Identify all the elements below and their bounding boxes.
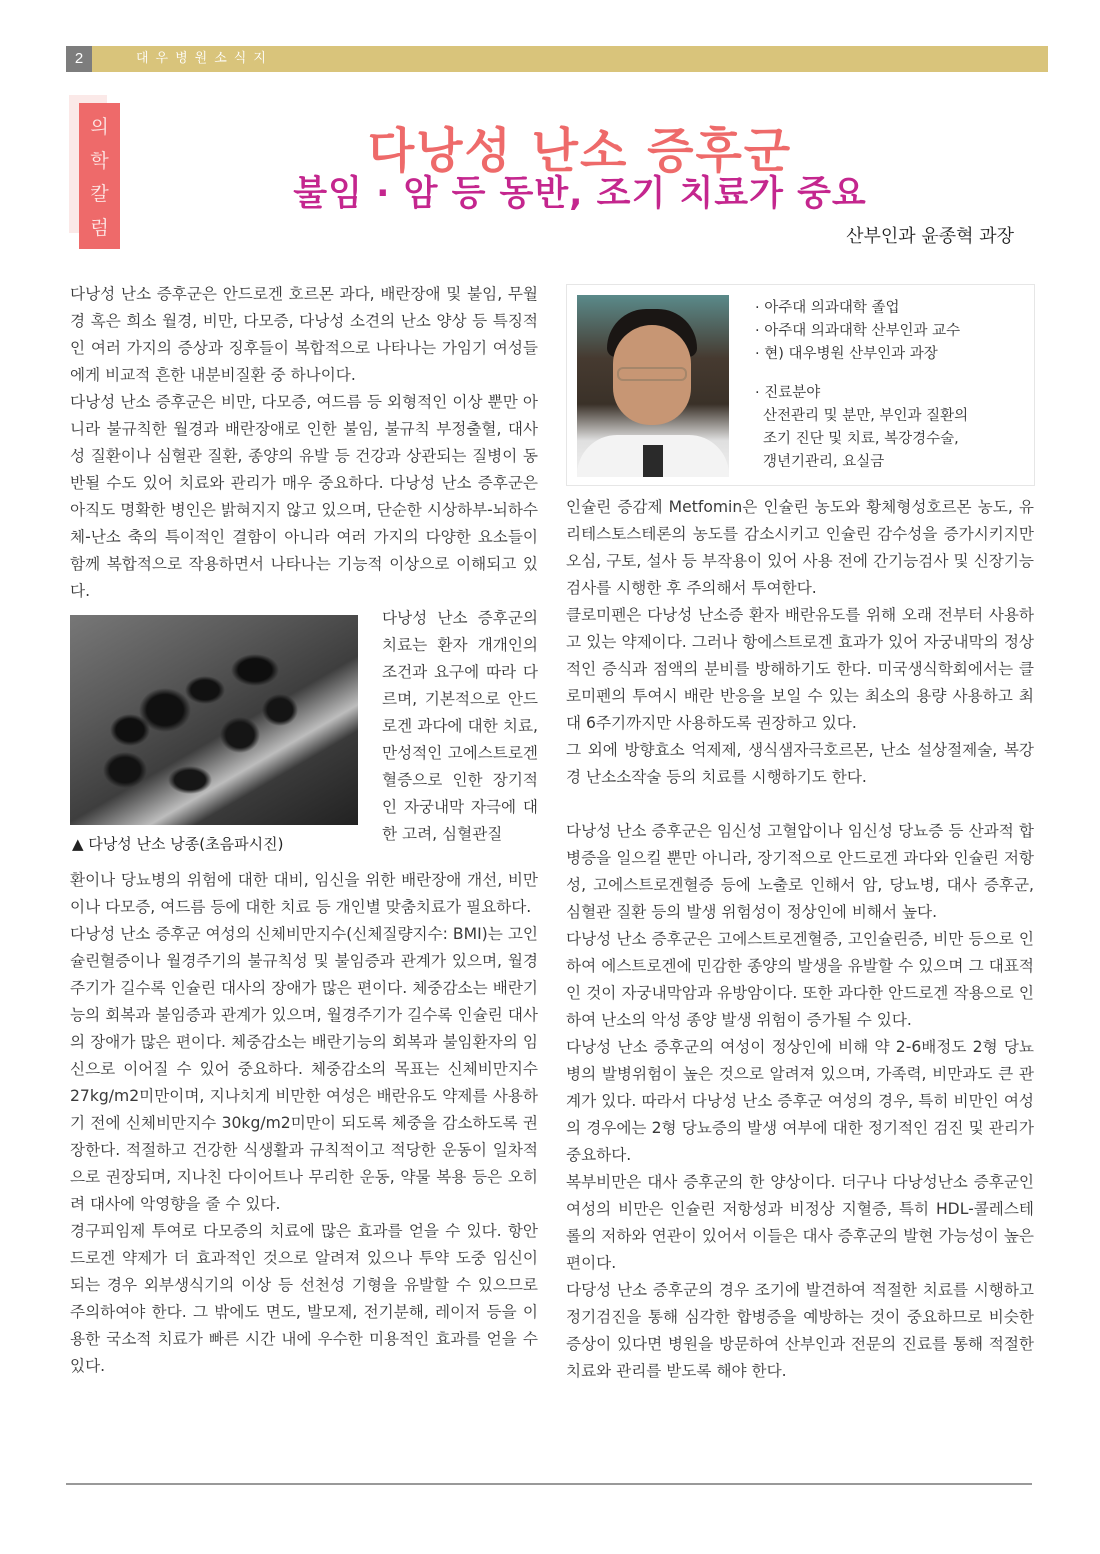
author-profile-box — [566, 284, 1035, 486]
page-number: 2 — [66, 46, 92, 72]
author-byline: 산부인과 윤종혁 과장 — [846, 226, 1014, 247]
column-tag-char: 럼 — [90, 216, 109, 239]
paragraph: 다당성 난소 증후군의 경우 조기에 발견하여 적절한 치료를 시행하고 정기검진을 통해 심각한 합병증을 예방하는 것이 중요하므로 비슷한 증상이 있다면 병원을 방문하여 산부인과 전문의 진료를 통해 적절한 치료와 관리를 받도록 해야 한다. — [566, 1281, 1034, 1380]
paragraph: 다낭성 난소 증후군은 안드로겐 호르몬 과다, 배란장애 및 불임, 무월경 혹은 희소 월경, 비만, 다모증, 다낭성 소견의 난소 양상 등 특징적인 여러 가지의 증상과 징후들이 복합적으로 나타나는 가임기 여성들에게 비교적 흔한 내분비질환 중 하나이다. — [70, 285, 538, 384]
paragraph: 클로미펜은 다낭성 난소증 환자 배란유도를 위해 오래 전부터 사용하고 있는 약제이다. 그러나 항에스트로겐 효과가 있어 자궁내막의 정상적인 증식과 점액의 분비를 방해하기도 한다. 미국생식학회에서는 클로미펜의 투여시 배란 반응을 보일 수 있는 최소의 용량 사용하고 최대 6주기까지만 사용하도록 권장하고 있다. — [566, 606, 1034, 732]
column-tag-char: 의 — [90, 116, 109, 139]
figure-block — [70, 605, 538, 867]
career-item: · 아주대 의과대학 졸업 — [755, 300, 900, 316]
magazine-name: 대우병원소식지 — [136, 51, 273, 66]
paragraph: 인슐린 증감제 Metfomin은 인슐린 농도와 황체형성호르몬 농도, 유리테스토스테론의 농도를 감소시키고 인슐린 감수성을 증가시키지만 오심, 구토, 설사 등 부작용이 있어 사용 전에 간기능검사 및 신장기능 검사를 시행한 후 주의해서 투여한다. — [566, 498, 1034, 597]
specialty-line: 조기 진단 및 치료, 복강경수술, — [763, 431, 959, 447]
paragraph: 경구피임제 투여로 다모증의 치료에 많은 효과를 얻을 수 있다. 항안드로겐 약제가 더 효과적인 것으로 알려져 있으나 투약 도중 임신이 되는 경우 외부생식기의 이상 등 선천성 기형을 유발할 수 있으므로 주의하여야 한다. 그 밖에도 면도, 발모제, 전기분해, 레이저 등을 이용한 국소적 치료가 빠른 시간 내에 우수한 미용적인 효과를 얻을 수 있다. — [70, 1222, 538, 1375]
ultrasound-image — [70, 615, 358, 825]
specialty-line: 산전관리 및 분만, 부인과 질환의 — [763, 408, 969, 424]
column-tag-char: 칼 — [90, 183, 109, 206]
article-title: 다낭성 난소 증후군 — [367, 123, 793, 179]
paragraph: 다낭성 난소 증후군은 임신성 고혈압이나 임신성 당뇨증 등 산과적 합병증을 일으킬 뿐만 아니라, 장기적으로 안드로겐 과다와 인슐린 저항성, 고에스트로겐혈증 등에 노출로 인해서 암, 당뇨병, 대사 증후군, 심혈관 질환 등의 발생 위험성이 정상인에 비해서 높다. — [566, 822, 1034, 921]
footer-divider — [66, 1483, 1032, 1485]
paragraph: 다낭성 난소 증후군은 고에스트로겐혈증, 고인슐린증, 비만 등으로 인하여 에스트로겐에 민감한 종양의 발생을 유발할 수 있으며 그 대표적인 것이 자궁내막암과 유방암이다. 또한 과다한 안드로겐 작용으로 인하여 난소의 악성 종양 발생 위험이 증가될 수 있다. — [566, 930, 1034, 1029]
header-bar — [66, 46, 1048, 72]
photo-glasses — [617, 367, 687, 381]
career-item: · 현) 대우병원 산부인과 과장 — [755, 346, 938, 362]
paragraph: 환이나 당뇨병의 위험에 대한 대비, 임신을 위한 배란장애 개선, 비만이나 다모증, 여드름 등에 대한 치료 등 개인별 맞춤치료가 필요하다. — [70, 871, 538, 916]
left-column — [70, 281, 538, 1380]
figure-caption: ▲ 다낭성 난소 낭종(초음파시진) — [72, 835, 284, 853]
column-tag-char: 학 — [90, 149, 109, 172]
paragraph: 그 외에 방향효소 억제제, 생식샘자극호르몬, 난소 설상절제술, 복강경 난소소작술 등의 치료를 시행하기도 한다. — [566, 741, 1034, 786]
specialty-label: · 진료분야 — [755, 385, 821, 401]
paragraph: 다낭성 난소 증후군의 여성이 정상인에 비해 약 2-6배정도 2형 당뇨병의 발병위험이 높은 것으로 알려져 있으며, 가족력, 비만과도 큰 관계가 있다. 따라서 다낭성 난소 증후군 여성의 경우, 특히 비만인 여성의 경우에는 2형 당뇨증의 발생 여부에 대한 정기적인 검진 및 관리가 중요하다. — [566, 1038, 1034, 1164]
specialty-line: 갱년기관리, 요실금 — [763, 454, 885, 470]
author-photo — [577, 295, 729, 477]
column-tag — [79, 103, 120, 249]
profile-info — [755, 297, 968, 474]
paragraph: 다낭성 난소 증후군은 비만, 다모증, 여드름 등 외형적인 이상 뿐만 아니라 불규칙한 월경과 배란장애로 인한 불임, 불규칙 부정출혈, 대사성 질환이나 심혈관 질환, 종양의 유발 등 건강과 상관되는 질병이 동반될 수도 있어 치료와 관리가 매우 중요하다. 다낭성 난소 증후군은 아직도 명확한 병인은 밝혀지지 않고 있으며, 단순한 시상하부-뇌하수체-난소 축의 특이적인 결함이 아니라 여러 가지의 다양한 요소들이 함께 복합적으로 작용하면서 나타나는 기능적 이상으로 이해되고 있다. — [70, 393, 538, 600]
career-item: · 아주대 의과대학 산부인과 교수 — [755, 323, 961, 339]
paragraph-wrapped: 다낭성 난소 증후군의 치료는 환자 개개인의 조건과 요구에 따라 다르며, 기본적으로 안드로겐 과다에 대한 치료, 만성적인 고에스트로겐혈증으로 인한 장기적인 자궁내막 자극에 대한 고려, 심혈관질 — [382, 609, 538, 843]
photo-tie — [643, 445, 663, 477]
article-subtitle: 불임 · 암 등 동반, 조기 치료가 중요 — [293, 174, 867, 214]
paragraph: 다낭성 난소 증후군 여성의 신체비만지수(신체질량지수: BMI)는 고인슐린혈증이나 월경주기의 불규칙성 및 불임증과 관계가 있으며, 월경주기가 길수록 인슐린 대사의 장애가 많은 편이다. 체중감소는 배란기능의 회복과 불임증과 관계가 있으며, 월경주기가 길수록 인슐린 대사의 장애가 많은 편이다. 체중감소는 배란기능의 회복과 불임환자의 임신으로 이어질 수 있어 중요하다. 체중감소의 목표는 신체비만지수 27kg/m2미만이며, 지나치게 비만한 여성은 배란유도 약제를 사용하기 전에 신체비만지수 30kg/m2미만이 되도록 체중을 감소하도록 권장한다. 적절하고 건강한 식생활과 규칙적이고 적당한 운동이 일차적으로 권장되며, 지나친 다이어트나 무리한 운동, 약물 복용 등은 오히려 대사에 악영향을 줄 수 있다. — [70, 925, 538, 1213]
paragraph: 복부비만은 대사 증후군의 한 양상이다. 더구나 다낭성난소 증후군인 여성의 비만은 인슐린 저항성과 비정상 지혈증, 특히 HDL-콜레스테롤의 저하와 연관이 있어서 이들은 대사 증후군의 발현 가능성이 높은 편이다. — [566, 1173, 1034, 1272]
right-column — [566, 494, 1034, 1385]
